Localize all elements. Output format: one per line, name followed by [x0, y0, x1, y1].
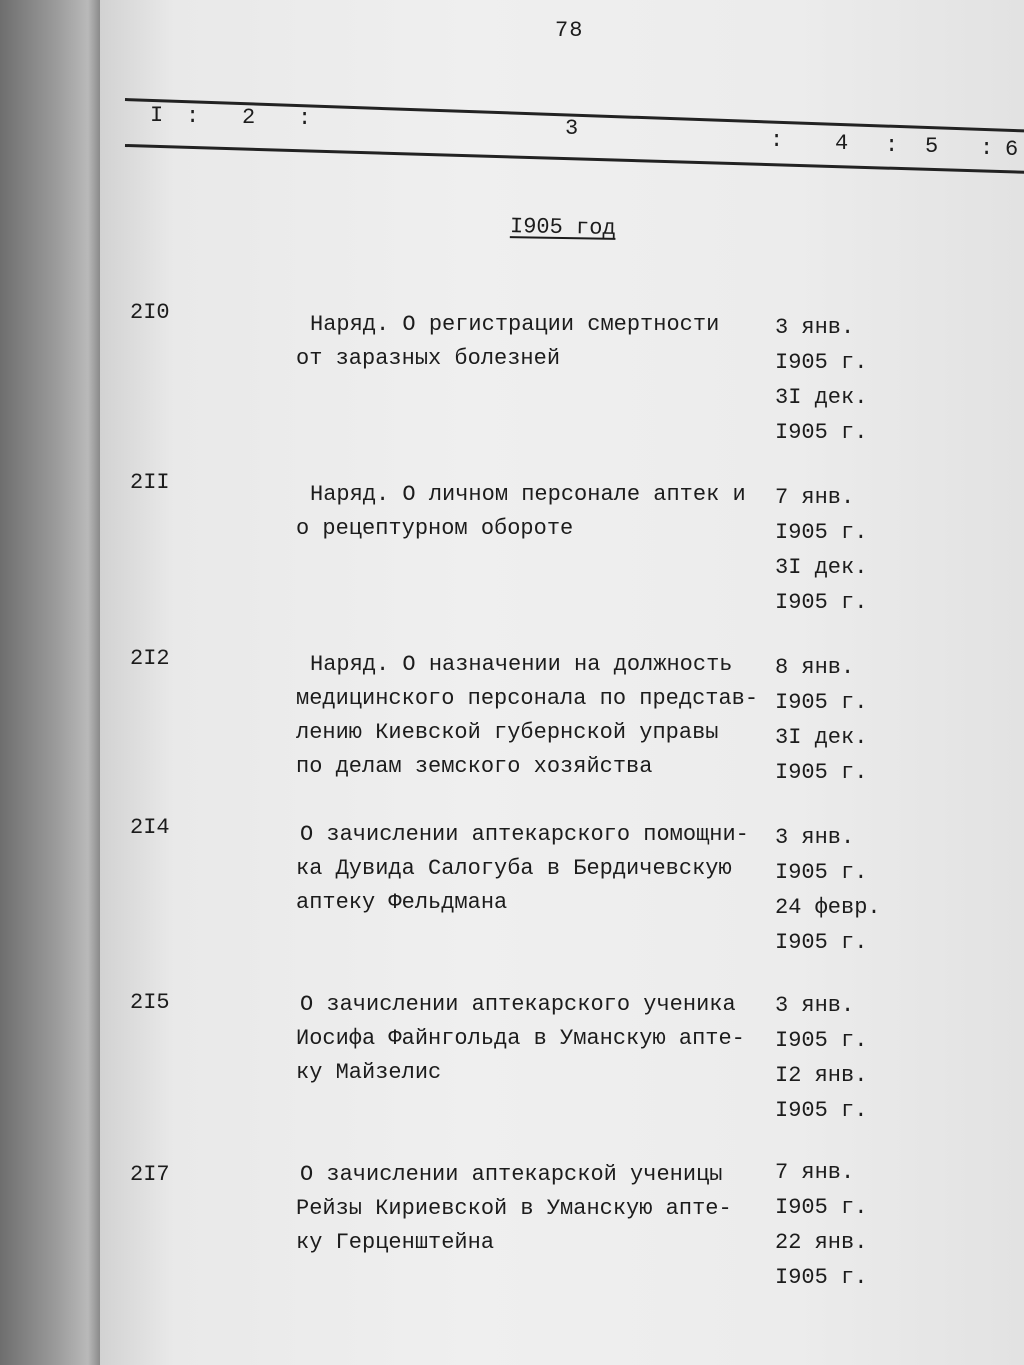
date-line: I905 г. [775, 1195, 868, 1220]
page-number: 78 [555, 18, 584, 43]
date-line: 8 янв. [775, 655, 855, 680]
description-line: Наряд. О назначении на должность [310, 652, 733, 677]
description-line: по делам земского хозяйства [296, 754, 653, 779]
date-line: I905 г. [775, 760, 868, 785]
date-line: I905 г. [775, 1098, 868, 1123]
entry-description [296, 478, 776, 546]
entry-dates [775, 310, 867, 450]
date-line: I905 г. [775, 420, 868, 445]
entry-number: 2I5 [130, 990, 170, 1015]
column-header-4: 4 [835, 131, 849, 156]
date-line: 3I дек. [775, 385, 868, 410]
entry-dates [775, 988, 867, 1128]
date-line: 3 янв. [775, 315, 855, 340]
column-header-separator: : [186, 104, 200, 129]
description-line: О зачислении аптекарской ученицы [300, 1162, 723, 1187]
date-line: I905 г. [775, 930, 868, 955]
description-line: ку Герценштейна [296, 1230, 495, 1255]
description-line: Наряд. О личном персонале аптек и [310, 482, 746, 507]
date-line: 24 февр. [775, 895, 881, 920]
date-line: I905 г. [775, 590, 868, 615]
entry-description [296, 308, 776, 376]
column-header-separator: : [298, 106, 312, 131]
description-line: Рейзы Кириевской в Уманскую апте- [296, 1196, 732, 1221]
description-line: О зачислении аптекарского ученика [300, 992, 736, 1017]
column-header-6: 6 [1005, 137, 1019, 162]
column-header-separator: : [980, 136, 994, 161]
date-line: 3 янв. [775, 993, 855, 1018]
entry-dates [775, 480, 867, 620]
date-line: 22 янв. [775, 1230, 868, 1255]
description-line: о рецептурном обороте [296, 516, 574, 541]
date-line: 3I дек. [775, 725, 868, 750]
column-header-2: 2 [242, 105, 256, 130]
date-line: I905 г. [775, 1028, 868, 1053]
document-page [100, 0, 1024, 1365]
date-line: I905 г. [775, 350, 868, 375]
entry-dates [775, 650, 867, 790]
column-header-separator: : [770, 128, 784, 153]
date-line: 7 янв. [775, 485, 855, 510]
entry-number: 2II [130, 470, 170, 495]
description-line: от заразных болезней [296, 346, 561, 371]
entry-dates [775, 820, 881, 960]
date-line: 3I дек. [775, 555, 868, 580]
year-heading: I905 год [509, 214, 616, 241]
date-line: 3 янв. [775, 825, 855, 850]
date-line: I905 г. [775, 520, 868, 545]
entry-description [296, 988, 776, 1090]
entry-number: 2I0 [130, 300, 170, 325]
column-header-1: I [150, 103, 164, 128]
description-line: ку Майзелис [296, 1060, 442, 1085]
entry-description [296, 648, 776, 784]
date-line: 7 янв. [775, 1160, 855, 1185]
entry-description [296, 1158, 776, 1260]
description-line: Иосифа Файнгольда в Уманскую апте- [296, 1026, 745, 1051]
date-line: I905 г. [775, 1265, 868, 1290]
entry-description [296, 818, 776, 920]
date-line: I2 янв. [775, 1063, 868, 1088]
description-line: медицинского персонала по представ- [296, 686, 759, 711]
entry-number: 2I2 [130, 646, 170, 671]
entry-number: 2I4 [130, 815, 170, 840]
date-line: I905 г. [775, 690, 868, 715]
description-line: ка Дувида Салогуба в Бердичевскую [296, 856, 732, 881]
column-header-3: 3 [565, 116, 579, 141]
date-line: I905 г. [775, 860, 868, 885]
description-line: лению Киевской губернской управы [296, 720, 719, 745]
description-line: О зачислении аптекарского помощни- [300, 822, 749, 847]
description-line: Наряд. О регистрации смертности [310, 312, 720, 337]
column-header-5: 5 [925, 134, 939, 159]
entry-dates [775, 1155, 867, 1295]
description-line: аптеку Фельдмана [296, 890, 508, 915]
column-header-separator: : [885, 133, 899, 158]
entry-number: 2I7 [130, 1162, 170, 1187]
left-page-edge [0, 0, 100, 1365]
